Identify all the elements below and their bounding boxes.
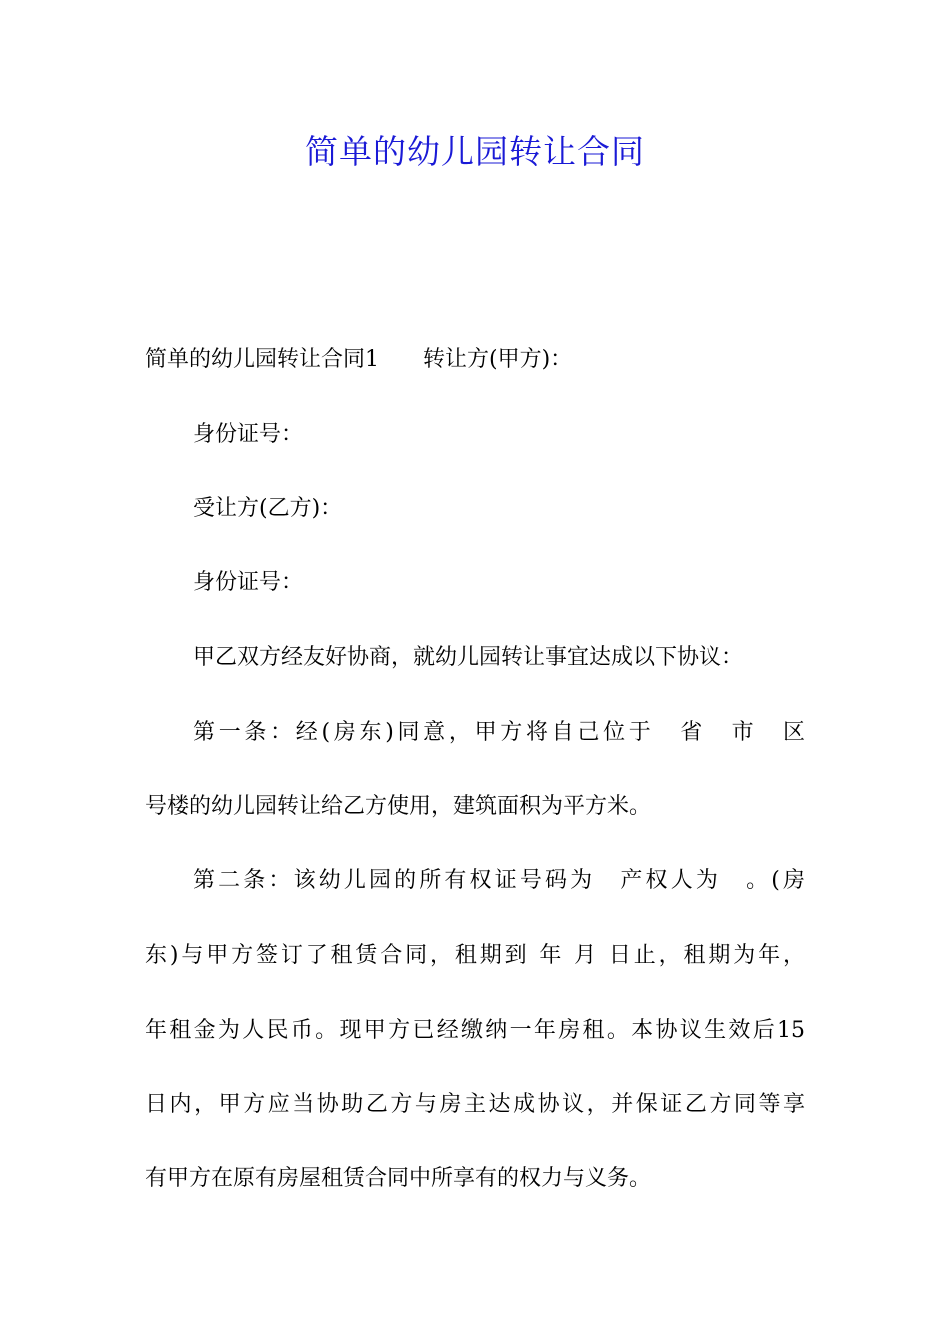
transferee-line: 受让方(乙方)： [193, 496, 343, 521]
article-two-line-5: 有甲方在原有房屋租赁合同中所享有的权力与义务。 [145, 1166, 652, 1191]
article-two-line-1: 第二条：该幼儿园的所有权证号码为 产权人为 。(房 [193, 868, 805, 893]
paragraph-heading-line: 简单的幼儿园转让合同1 转让方(甲方)： [145, 347, 573, 372]
article-one-line-2: 号楼的幼儿园转让给乙方使用，建筑面积为平方米。 [145, 794, 652, 819]
agreement-intro-line: 甲乙双方经友好协商，就幼儿园转让事宜达成以下协议： [193, 645, 744, 670]
article-two-line-3: 年租金为人民币。现甲方已经缴纳一年房租。本协议生效后15 [145, 1018, 805, 1043]
article-two-line-4: 日内，甲方应当协助乙方与房主达成协议，并保证乙方同等享 [145, 1092, 805, 1117]
article-one-line-1: 第一条：经(房东)同意，甲方将自己位于 省 市 区 [193, 720, 805, 745]
article-two-line-2: 东)与甲方签订了租赁合同，租期到 年 月 日止，租期为年， [145, 943, 805, 968]
transferee-id-line: 身份证号： [193, 570, 304, 595]
transferor-id-line: 身份证号： [193, 422, 304, 447]
document-title: 简单的幼儿园转让合同 [305, 132, 645, 171]
